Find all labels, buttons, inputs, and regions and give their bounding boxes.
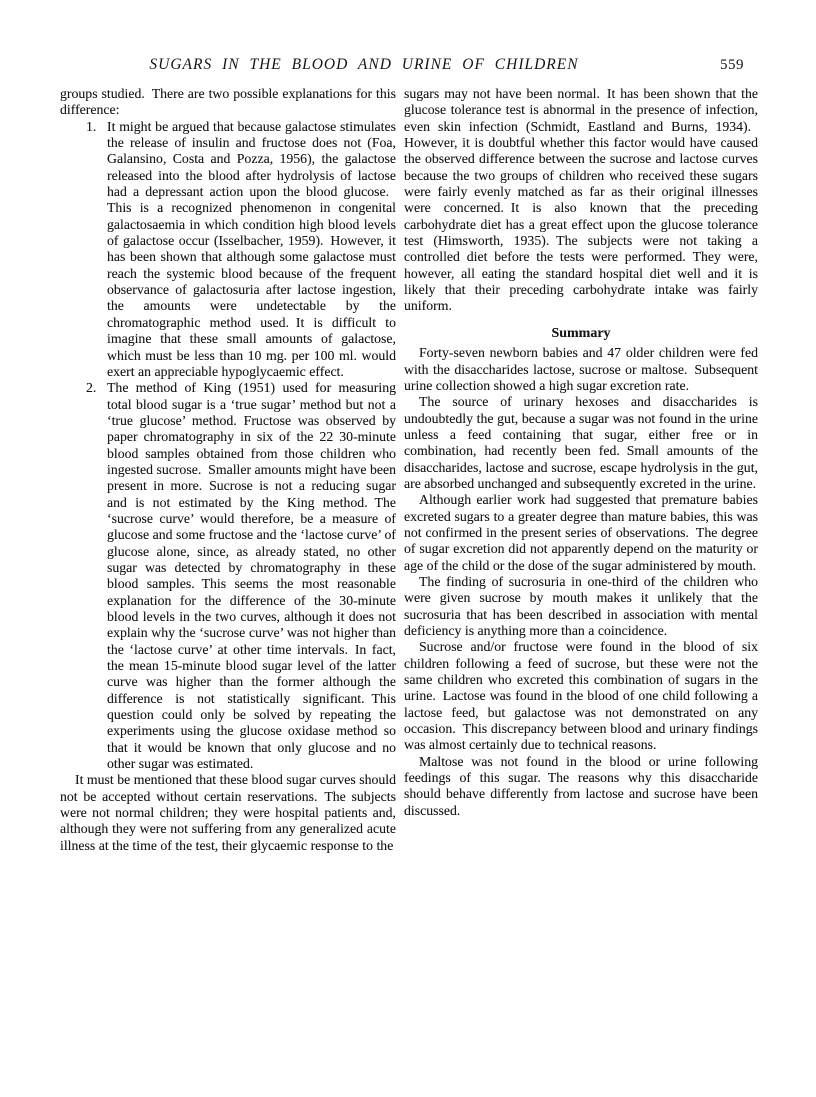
list-item-2 <box>60 380 396 772</box>
two-column-body <box>60 86 758 854</box>
list-item-1 <box>60 119 396 381</box>
paragraph-discussion-continuation: sugars may not have been normal. It has been shown that the glucose tolerance test is abnormal in the presence of infection, even skin infection (Schmidt, Eastland and Burns, 1934). However, it is doubtful whether this factor would have caused the observed difference between the sucrose and lactose curves because the two groups of children who received these sugars were fairly evenly matched as far as their original illnesses were concerned. It is also known that the preceding carbohydrate diet has a great effect upon the glucose tolerance test (Himsworth, 1935). The subjects were not taking a controlled diet before the tests were performed. They were, however, all eating the standard hospital diet well and it is likely that their preceding carbohydrate intake was fairly uniform. <box>404 86 758 314</box>
page-number: 559 <box>720 57 744 73</box>
page-content <box>60 55 758 854</box>
list-item-text: The method of King (1951) used for measuring total blood sugar is a ‘true sugar’ method but not a ‘true glucose’ method. Fructose was observed by paper chromatography in six of the 22 30-minute blood samples obtained from those children who ingested sucrose. Smaller amounts might have been present in more. Sucrose is not a reducing sugar and is not estimated by the King method. The ‘sucrose curve’ would therefore, be a measure of glucose and some fructose and the ‘lactose curve’ of glucose alone, since, as already stated, no other sugar was detected by chromatography in these blood samples. This seems the most reasonable explanation for the difference of the 30-minute blood levels in the two curves, although it does not explain why the ‘sucrose curve’ was not higher than the ‘lactose curve’ at other time intervals. In fact, the mean 15-minute blood sugar level of the latter curve was higher than the former although the difference is not statistically significant. This question could only be solved by repeating the experiments using the glucose oxidase method so that it would be known that only glucose and no other sugar was estimated. <box>107 380 396 772</box>
right-column <box>404 86 758 854</box>
summary-heading: Summary <box>551 325 611 341</box>
list-item-number: 2. <box>86 380 97 396</box>
summary-paragraph-2: The source of urinary hexoses and disaccharides is undoubtedly the gut, because a sugar was not found in the urine unless a feed containing that sugar, either free or in combination, had recently been fed. Small amounts of the disaccharides, lactose and sucrose, escape hydrolysis in the gut, are absorbed unchanged and subsequently excreted in the urine. <box>404 394 758 491</box>
list-item-number: 1. <box>86 118 97 134</box>
summary-paragraph-6: Maltose was not found in the blood or urine following feedings of this sugar. The reasons why this disaccharide should behave differently from lactose and sucrose have been discussed. <box>404 753 758 818</box>
summary-paragraph-5: Sucrose and/or fructose were found in the blood of six children following a feed of sucrose, but these were not the same children who excreted this combination of sugars in the urine. Lactose was found in the blood of one child following a lactose feed, but galactose was not demonstrated on any occasion. This discrepancy between blood and urinary findings was almost certainly due to technical reasons. <box>404 639 758 753</box>
page-header <box>60 55 758 75</box>
paragraph-reservations: It must be mentioned that these blood sugar curves should not be accepted without certain reservations. The subjects were not normal children; they were hospital patients and, although they were not suffering from any generalized acute illness at the time of the test, their glycaemic response to the <box>60 772 396 853</box>
summary-paragraph-4: The finding of sucrosuria in one-third of the children who were given sucrose by mouth makes it unlikely that the sucrosuria that has been described in association with mental deficiency is anything more than a coincidence. <box>404 573 758 638</box>
paragraph-intro-continuation: groups studied. There are two possible explanations for this difference: <box>60 86 396 118</box>
running-title: SUGARS IN THE BLOOD AND URINE OF CHILDREN <box>149 56 579 73</box>
list-item-text: It might be argued that because galactose stimulates the release of insulin and fructose does not (Foa, Galansino, Costa and Pozza, 1956), the galactose released into the blood after hydrolysis of lactose had a depressant action upon the blood glucose. This is a recognized phenomenon in congenital galactosaemia in which condition high blood levels of galactose occur (Isselbacher, 1959). However, it has been shown that although some galactose must reach the systemic blood because of the frequent observance of galactosuria after lactose ingestion, the amounts were undetectable by the chromatographic method used. It is difficult to imagine that these small amounts of galactose, which must be less than 10 mg. per 100 ml. would exert an appreciable hypoglycaemic effect. <box>107 118 396 379</box>
numbered-list <box>60 119 396 773</box>
summary-paragraph-1: Forty-seven newborn babies and 47 older children were fed with the disaccharides lactose, sucrose or maltose. Subsequent urine collection showed a high sugar excretion rate. <box>404 345 758 393</box>
left-column <box>60 86 396 854</box>
summary-paragraph-3: Although earlier work had suggested that premature babies excreted sugars to a greater degree than mature babies, this was not confirmed in the present series of observations. The degree of sugar excretion did not apparently depend on the maturity or age of the child or the dose of the sugar administered by mouth. <box>404 492 758 573</box>
